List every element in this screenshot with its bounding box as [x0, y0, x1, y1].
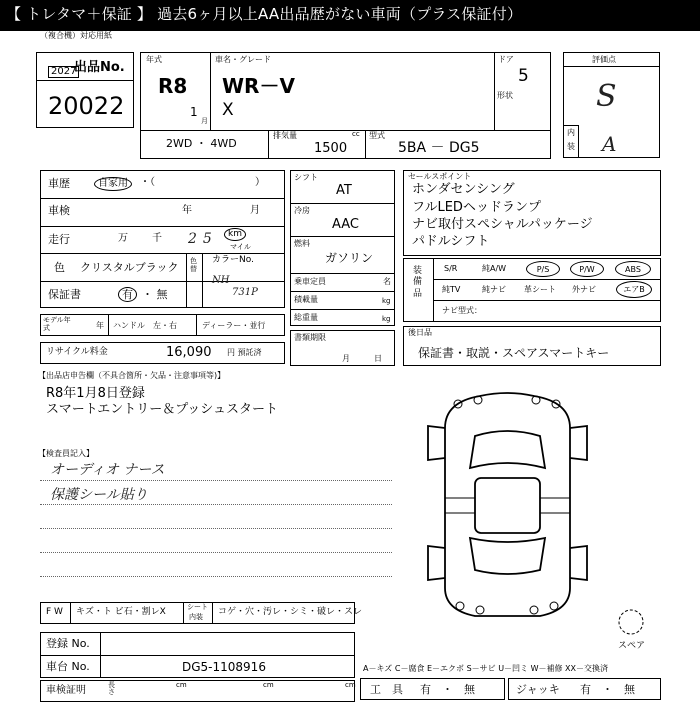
color-label: 色: [54, 261, 65, 274]
displacement-label: 排気量: [273, 131, 297, 140]
month-unit: 月: [201, 117, 208, 125]
shaken-year: 年: [182, 205, 192, 216]
sales-points-label: セールスポイント: [408, 172, 472, 181]
equip-ps: P/S: [526, 261, 560, 277]
score-interior: A: [602, 132, 617, 156]
reg-no-label: 登録 No.: [46, 637, 90, 650]
load-label: 積載量: [294, 295, 318, 304]
mileage-unit: km: [224, 228, 246, 241]
aircon-label: 冷房: [294, 206, 310, 215]
doors-value: 5: [518, 66, 529, 86]
mileage-sen: 千: [152, 233, 162, 244]
interior-label-1: 内: [567, 128, 575, 137]
tools-value: 有 ・ 無: [420, 683, 475, 696]
grade-value: X: [222, 100, 234, 120]
warranty-label: 保証書: [48, 288, 81, 301]
sales-point-1: ホンダセンシング: [412, 182, 515, 197]
cert-label: 車検証明: [46, 685, 86, 696]
vehicle-damage-diagram: [420, 388, 595, 623]
model-year-unit: 年: [96, 321, 104, 330]
fuel-label: 燃料: [294, 239, 310, 248]
inspector-label: 【検査員記入】: [38, 449, 94, 458]
chassis-label: 車台 No.: [46, 660, 90, 673]
mileage-label: 走行: [48, 233, 70, 246]
interior-label-2: 装: [567, 142, 575, 151]
sales-point-2: フルLEDヘッドランプ: [412, 200, 541, 215]
tools-label: 工 具: [370, 683, 403, 696]
mileage-value: 25: [188, 231, 218, 247]
later-items-label: 後日品: [408, 328, 432, 337]
warranty-no: ・ 無: [142, 288, 168, 301]
displacement-unit: cc: [352, 130, 360, 138]
sales-point-4: パドルシフト: [412, 234, 490, 249]
cert-box: [40, 680, 355, 702]
doors-label: ドア: [498, 55, 514, 64]
shift-label: シフト: [294, 173, 318, 182]
gross-unit: kg: [382, 315, 391, 323]
year-label: 年式: [146, 55, 162, 64]
declaration-line-1: R8年1月8日登録: [46, 386, 145, 401]
color-no-2: 731P: [232, 287, 258, 298]
drive-value: 2WD ・ 4WD: [166, 137, 237, 150]
equip-ext-navi: 外ナビ: [572, 285, 596, 294]
fw-seat-2: 内装: [189, 613, 203, 621]
name-value: WR－V: [222, 74, 295, 98]
spare-label: スペア: [618, 641, 646, 651]
color-change-label: 色替: [190, 257, 197, 273]
load-unit: kg: [382, 297, 391, 305]
aircon-value: AAC: [332, 217, 359, 232]
fuel-value: ガソリン: [325, 251, 374, 265]
declaration-line-2: スマートエントリー＆プッシュスタート: [46, 402, 279, 417]
mileage-mile: マイル: [230, 243, 251, 251]
equip-airbag: エアB: [616, 281, 652, 298]
spare-tire-icon: [617, 608, 645, 636]
inspector-line-2: 保護シール貼り: [50, 487, 148, 503]
header-title: 【 トレタマ＋保証 】 過去6ヶ月以上AA出品歴がない車両（プラス保証付）: [6, 5, 523, 23]
fw-stain: コゲ・穴・汚レ・シミ・破レ・スレ: [218, 607, 363, 617]
docs-day: 日: [374, 354, 382, 363]
equip-pw: P/W: [570, 261, 604, 277]
model-value: 5BA － DG5: [398, 140, 480, 156]
color-no-label: カラーNo.: [212, 255, 254, 265]
fw-scratch: キズ・ト ビ石・割レX: [76, 607, 166, 617]
equip-aw: 純A/W: [482, 264, 507, 273]
declaration-label: 【出品店申告欄（不具合箇所・欠品・注意事項等)】: [38, 371, 226, 380]
shaken-label: 車検: [48, 204, 70, 217]
recycle-unit: 円 預託済: [227, 348, 262, 357]
name-label: 車名・グレード: [215, 55, 271, 64]
docs-label: 書類期限: [294, 333, 326, 342]
model-label: 型式: [369, 131, 385, 140]
fw-label: F W: [46, 607, 63, 617]
month-value: 1: [190, 105, 198, 119]
score-label: 評価点: [592, 55, 616, 64]
jack-value: 有 ・ 無: [580, 683, 635, 696]
damage-legend: A－キズ C－腐食 E－エクボ S－サビ U－凹ミ W－補修 XX－交換済: [363, 664, 609, 673]
warranty-yes: 有: [118, 287, 137, 302]
equipment-label: 装備品: [413, 266, 423, 299]
cm-unit-1: cm: [176, 681, 187, 689]
mileage-man: 万: [118, 233, 128, 244]
seats-unit: 名: [383, 277, 391, 286]
seats-label: 乗車定員: [294, 277, 326, 286]
model-change-label: モデル年式: [43, 316, 71, 332]
displacement-value: 1500: [314, 141, 348, 156]
docs-month: 月: [342, 354, 350, 363]
shaken-month: 月: [250, 205, 260, 216]
lot-label: 出品No.: [74, 60, 125, 75]
jack-label: ジャッキ: [516, 683, 560, 696]
header-subtitle: （複合機）対応用紙: [40, 31, 112, 40]
shape-label: 形状: [497, 91, 513, 100]
sales-point-3: ナビ取付スペシャルパッケージ: [412, 217, 593, 232]
inspector-line-1: オーディオ ナース: [50, 462, 165, 478]
shift-value: AT: [336, 183, 352, 198]
cm-unit-2: cm: [263, 681, 274, 689]
chassis-value: DG5-1108916: [182, 660, 266, 674]
reki-value: 自家用: [94, 177, 132, 191]
equip-leather: 革シート: [524, 285, 556, 294]
lot-year-code: 2027: [48, 66, 79, 78]
length-label: 長さ: [108, 681, 115, 696]
fw-seat-1: シート: [187, 603, 208, 611]
reki-rest: ・（ ）: [140, 177, 265, 188]
cm-unit-3: cm: [345, 681, 356, 689]
equip-abs: ABS: [615, 261, 651, 277]
navi-model-label: ナビ型式：: [442, 306, 482, 315]
handle-label: ハンドル 左・右: [113, 321, 177, 330]
score-overall: S: [596, 79, 617, 114]
color-value: クリスタルブラック: [80, 261, 179, 274]
later-items-value: 保証書・取説・スペアスマートキー: [418, 346, 610, 360]
recycle-label: リサイクル料金: [46, 347, 108, 357]
equip-tv: 純TV: [442, 285, 461, 294]
recycle-value: 16,090: [166, 345, 212, 360]
equip-navi: 純ナビ: [482, 285, 506, 294]
year-value: R8: [158, 74, 188, 98]
lot-number: 20022: [48, 92, 125, 120]
equip-sr: S/R: [444, 264, 458, 273]
color-no-1: NH: [212, 275, 230, 286]
dealer-label: ディーラー・並行: [202, 321, 266, 330]
reki-label: 車歴: [48, 177, 70, 190]
gross-label: 総重量: [294, 313, 318, 322]
